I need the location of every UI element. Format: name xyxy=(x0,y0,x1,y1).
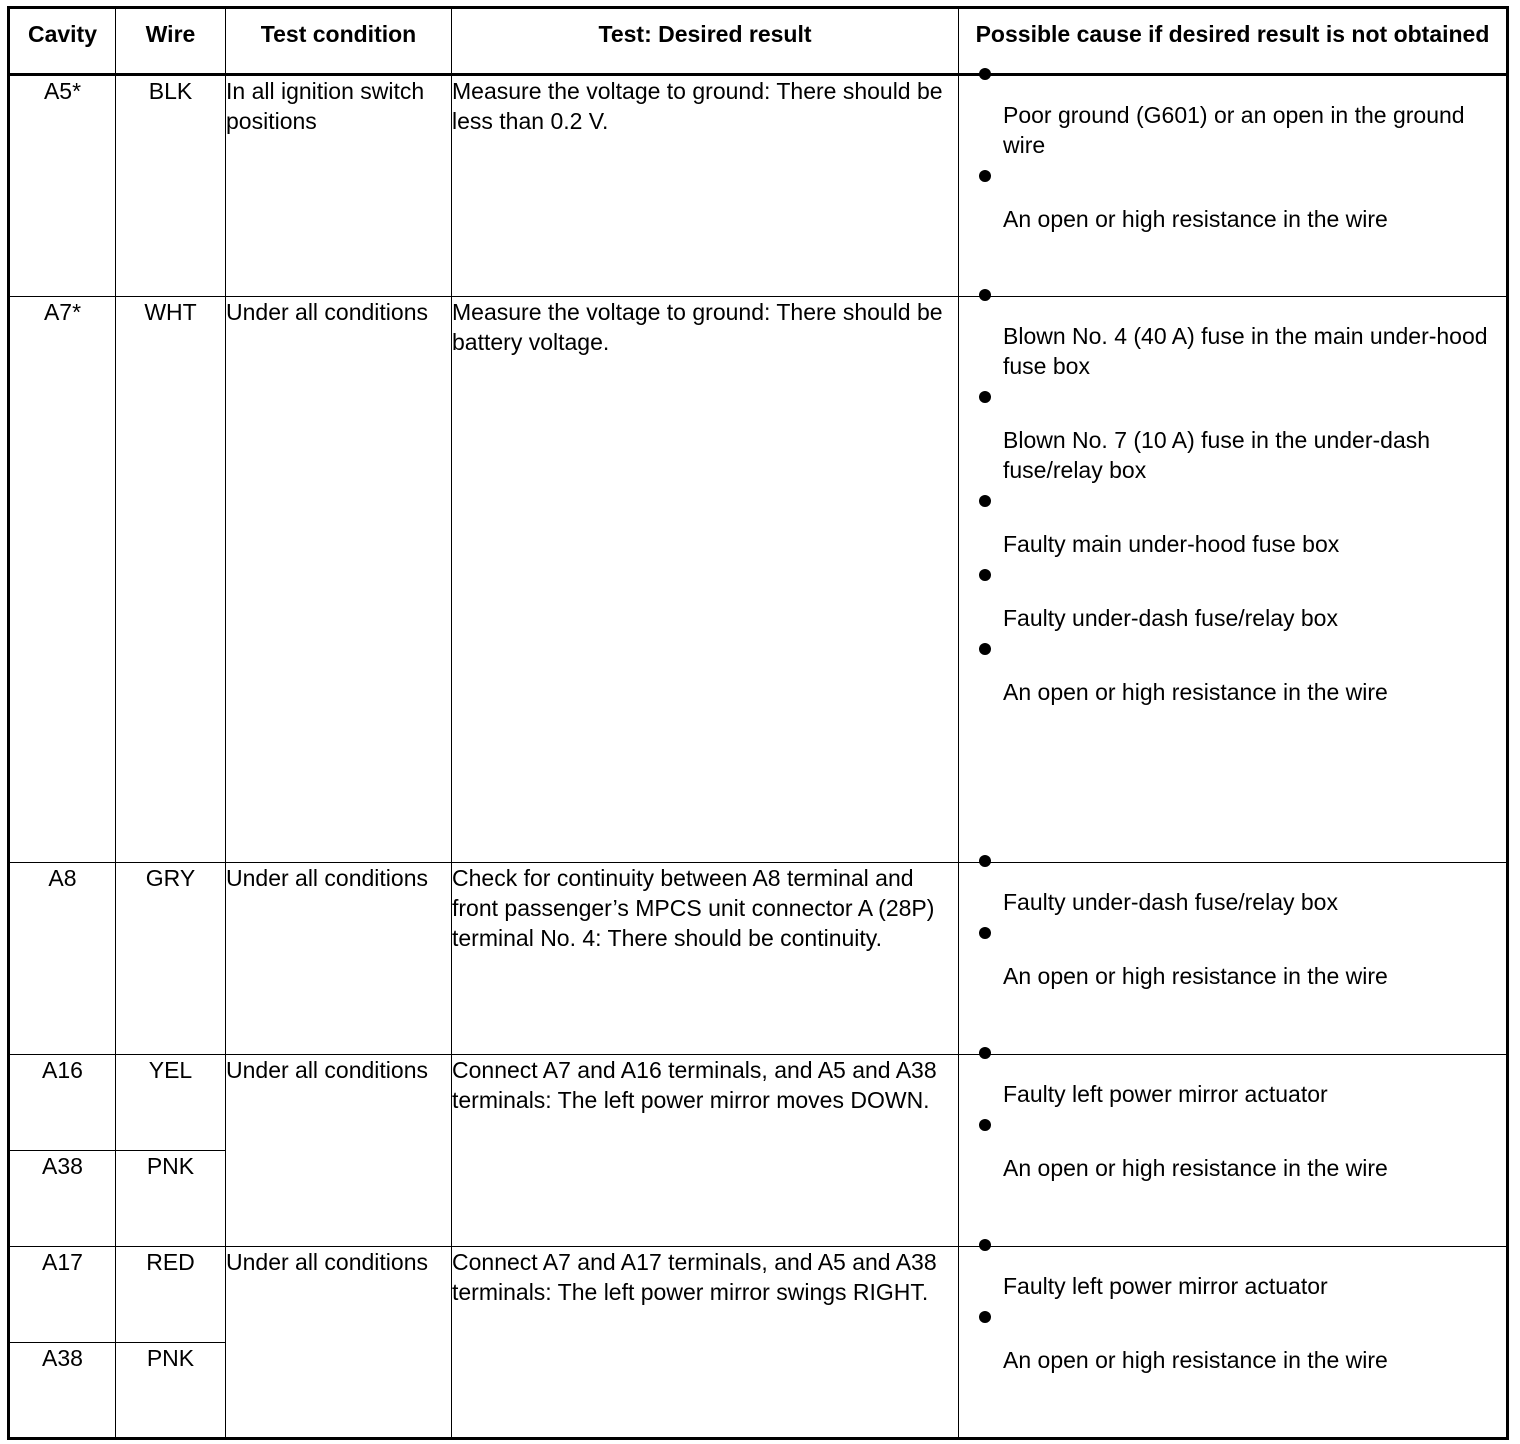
wire-cell: RED xyxy=(116,1247,226,1343)
header-test-condition: Test condition xyxy=(226,8,452,75)
cavity-cell: A17 xyxy=(9,1247,116,1343)
bullet-icon xyxy=(979,289,991,301)
bullet-icon xyxy=(979,68,991,80)
cavity-cell: A5* xyxy=(9,75,116,297)
wiring-test-table xyxy=(7,6,1509,1440)
bullet-icon xyxy=(979,569,991,581)
header-desired-result: Test: Desired result xyxy=(452,8,959,75)
desired-result-cell: Measure the voltage to ground: There should be battery voltage. xyxy=(452,297,959,863)
bullet-icon xyxy=(979,643,991,655)
possible-cause-cell xyxy=(959,863,1508,1055)
wire-cell: YEL xyxy=(116,1055,226,1151)
bullet-icon xyxy=(979,1311,991,1323)
possible-cause-cell xyxy=(959,297,1508,863)
wire-cell: BLK xyxy=(116,75,226,297)
header-wire: Wire xyxy=(116,8,226,75)
bullet-icon xyxy=(979,495,991,507)
bullet-icon xyxy=(979,391,991,403)
cause-item: Faulty under-dash fuse/relay box xyxy=(959,559,1506,633)
possible-cause-cell xyxy=(959,1247,1508,1439)
cavity-cell: A38 xyxy=(9,1151,116,1247)
desired-result-cell: Connect A7 and A16 terminals, and A5 and A38 terminals: The left power mirror moves DOWN. xyxy=(452,1055,959,1247)
bullet-icon xyxy=(979,927,991,939)
desired-result-cell: Connect A7 and A17 terminals, and A5 and A38 terminals: The left power mirror swings RIGHT. xyxy=(452,1247,959,1439)
test-condition-cell: Under all conditions xyxy=(226,297,452,863)
cause-item: An open or high resistance in the wire xyxy=(959,1301,1506,1375)
cause-item: An open or high resistance in the wire xyxy=(959,1109,1506,1183)
cause-item: An open or high resistance in the wire xyxy=(959,917,1506,991)
cause-item: Faulty main under-hood fuse box xyxy=(959,485,1506,559)
test-condition-cell: Under all conditions xyxy=(226,1055,452,1247)
table-row xyxy=(9,863,1508,1055)
cavity-cell: A16 xyxy=(9,1055,116,1151)
possible-cause-cell xyxy=(959,1055,1508,1247)
possible-cause-cell xyxy=(959,75,1508,297)
cause-item: Poor ground (G601) or an open in the ground wire xyxy=(959,76,1506,160)
cause-item: Faulty left power mirror actuator xyxy=(959,1247,1506,1301)
cause-item: Blown No. 7 (10 A) fuse in the under-dash fuse/relay box xyxy=(959,381,1506,485)
desired-result-cell: Check for continuity between A8 terminal and front passenger’s MPCS unit connector A (28P) terminal No. 4: There should be continuity. xyxy=(452,863,959,1055)
cavity-cell: A7* xyxy=(9,297,116,863)
cavity-cell: A38 xyxy=(9,1343,116,1439)
header-cavity: Cavity xyxy=(9,8,116,75)
cause-item: An open or high resistance in the wire xyxy=(959,160,1506,234)
cause-item: Faulty under-dash fuse/relay box xyxy=(959,863,1506,917)
bullet-icon xyxy=(979,855,991,867)
table-row xyxy=(9,297,1508,863)
wire-cell: PNK xyxy=(116,1151,226,1247)
bullet-icon xyxy=(979,170,991,182)
cause-item: Faulty left power mirror actuator xyxy=(959,1055,1506,1109)
wire-cell: GRY xyxy=(116,863,226,1055)
bullet-icon xyxy=(979,1047,991,1059)
bullet-icon xyxy=(979,1119,991,1131)
table-row xyxy=(9,75,1508,297)
test-condition-cell: Under all conditions xyxy=(226,1247,452,1439)
cause-item: Blown No. 4 (40 A) fuse in the main under-hood fuse box xyxy=(959,297,1506,381)
cause-item: An open or high resistance in the wire xyxy=(959,633,1506,707)
desired-result-cell: Measure the voltage to ground: There should be less than 0.2 V. xyxy=(452,75,959,297)
bullet-icon xyxy=(979,1239,991,1251)
test-condition-cell: In all ignition switch positions xyxy=(226,75,452,297)
wire-cell: WHT xyxy=(116,297,226,863)
table-row xyxy=(9,1055,1508,1151)
table-row xyxy=(9,1247,1508,1343)
header-possible-cause: Possible cause if desired result is not obtained xyxy=(959,8,1508,75)
wire-cell: PNK xyxy=(116,1343,226,1439)
cavity-cell: A8 xyxy=(9,863,116,1055)
test-condition-cell: Under all conditions xyxy=(226,863,452,1055)
